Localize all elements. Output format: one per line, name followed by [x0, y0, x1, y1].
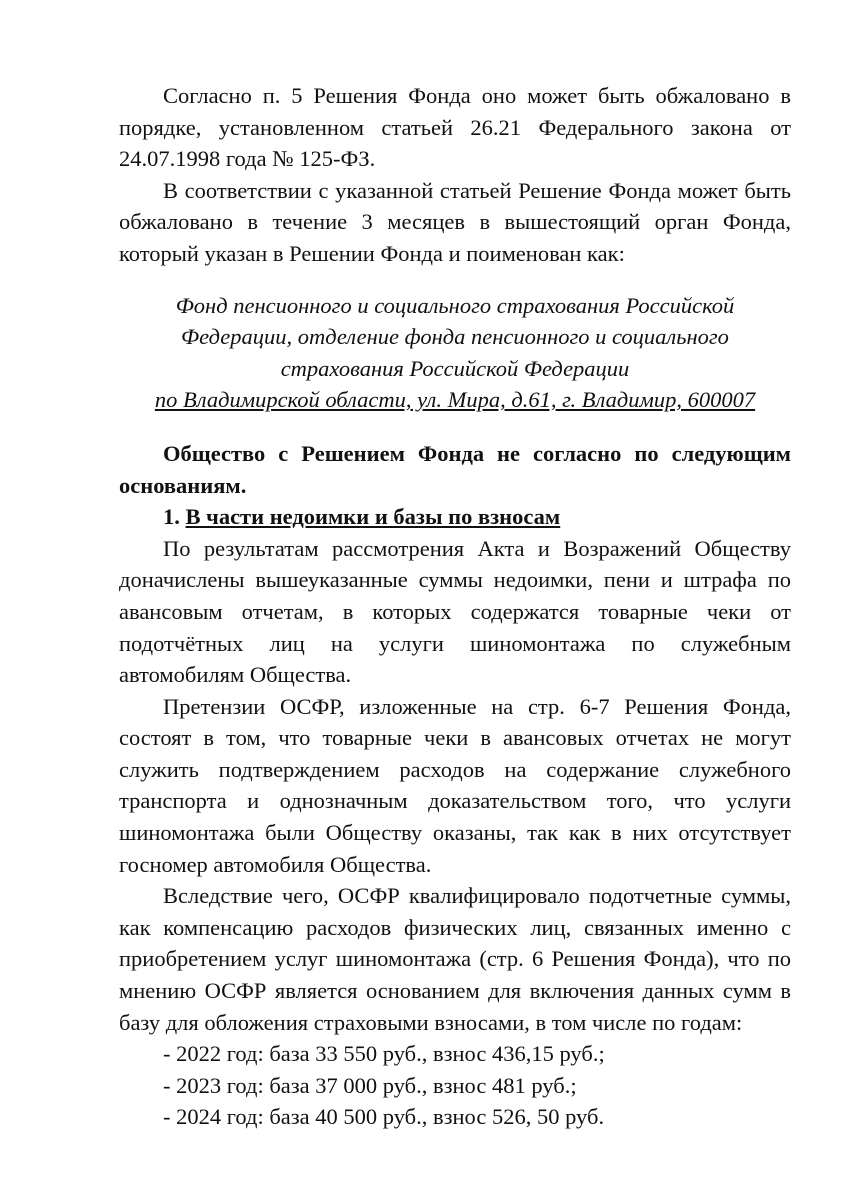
paragraph-results: По результатам рассмотрения Акта и Возражений Обществу доначислены вышеуказанные суммы недоимки, пени и штрафа по авансовым отчетам, в которых содержатся товарные чеки от подотчётных лиц на услуги шиномонтажа по служебным автомобилям Общества. — [119, 535, 791, 688]
authority-line-3: страхования Российской Федерации — [280, 355, 630, 381]
paragraph-appeal-procedure: Согласно п. 5 Решения Фонда оно может быть обжаловано в порядке, установленном статьей 26.21 Федерального закона от 24.07.1998 года № 125-ФЗ. — [119, 83, 791, 172]
list-item-2022: - 2022 год: база 33 550 руб., взнос 436,15 руб.; — [163, 1041, 605, 1067]
section-title: В части недоимки и базы по взносам — [185, 504, 561, 530]
list-item-2023: - 2023 год: база 37 000 руб., взнос 481 руб.; — [163, 1072, 577, 1098]
paragraph-consequence: Вследствие чего, ОСФР квалифицировало подотчетные суммы, как компенсацию расходов физических лиц, связанных именно с приобретением услуг шиномонтажа (стр. 6 Решения Фонда), что по мнению ОСФР является основанием для включения данных сумм в базу для обложения страховыми взносами, в том числе по годам: — [119, 883, 791, 1035]
document-page — [119, 80, 791, 1133]
paragraph-claims: Претензии ОСФР, изложенные на стр. 6-7 Решения Фонда, состоят в том, что товарные чеки в авансовых отчетах не могут служить подтверждением расходов на содержание служебного транспорта и однозначным доказательством того, что услуги шиномонтажа были Обществу оказаны, так как в них отсутствует госномер автомобиля Общества. — [119, 693, 791, 877]
disagreement-statement: Общество с Решением Фонда не согласно по следующим основаниям. — [119, 440, 791, 498]
section-number: 1. — [163, 504, 180, 530]
list-item-2024: - 2024 год: база 40 500 руб., взнос 526, 50 руб. — [163, 1104, 605, 1130]
paragraph-appeal-term: В соответствии с указанной статьей Решение Фонда может быть обжаловано в течение 3 месяцев в вышестоящий орган Фонда, который указан в Решении Фонда и поименован как: — [119, 177, 791, 266]
authority-address-block — [119, 290, 791, 416]
authority-line-4: по Владимирской области, ул. Мира, д.61, г. Владимир, 600007 — [154, 387, 756, 413]
authority-line-1: Фонд пенсионного и социального страхования Российской — [175, 292, 735, 318]
authority-line-2: Федерации, отделение фонда пенсионного и социального — [181, 324, 729, 350]
section-heading — [119, 501, 791, 533]
